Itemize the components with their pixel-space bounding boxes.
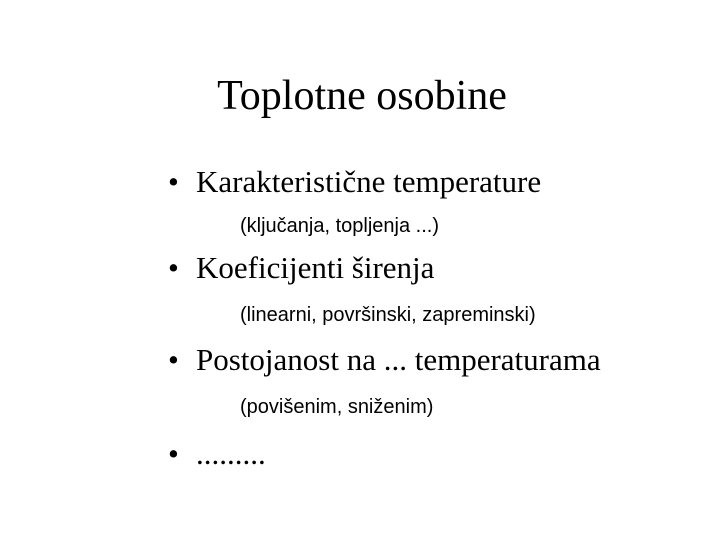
- bullet-note-characteristic-temperatures: (ključanja, topljenja ...): [240, 215, 439, 237]
- bullet-note-temperature-resistance: (povišenim, sniženim): [240, 396, 434, 418]
- bullet-item-characteristic-temperatures: [168, 162, 541, 202]
- bullet-text: Postojanost na ... temperaturama: [196, 342, 601, 377]
- bullet-dot: •: [168, 436, 179, 471]
- bullet-dot: •: [168, 164, 179, 199]
- bullet-note-expansion-coefficients: (linearni, površinski, zapreminski): [240, 304, 536, 326]
- bullet-item-expansion-coefficients: [168, 248, 434, 288]
- bullet-item-ellipsis: [168, 434, 266, 474]
- bullet-text: .........: [196, 436, 266, 471]
- slide-title: Toplotne osobine: [217, 73, 507, 119]
- bullet-dot: •: [168, 250, 179, 285]
- bullet-item-temperature-resistance: [168, 340, 601, 380]
- bullet-dot: •: [168, 342, 179, 377]
- bullet-text: Koeficijenti širenja: [196, 250, 435, 285]
- bullet-text: Karakteristične temperature: [196, 164, 542, 199]
